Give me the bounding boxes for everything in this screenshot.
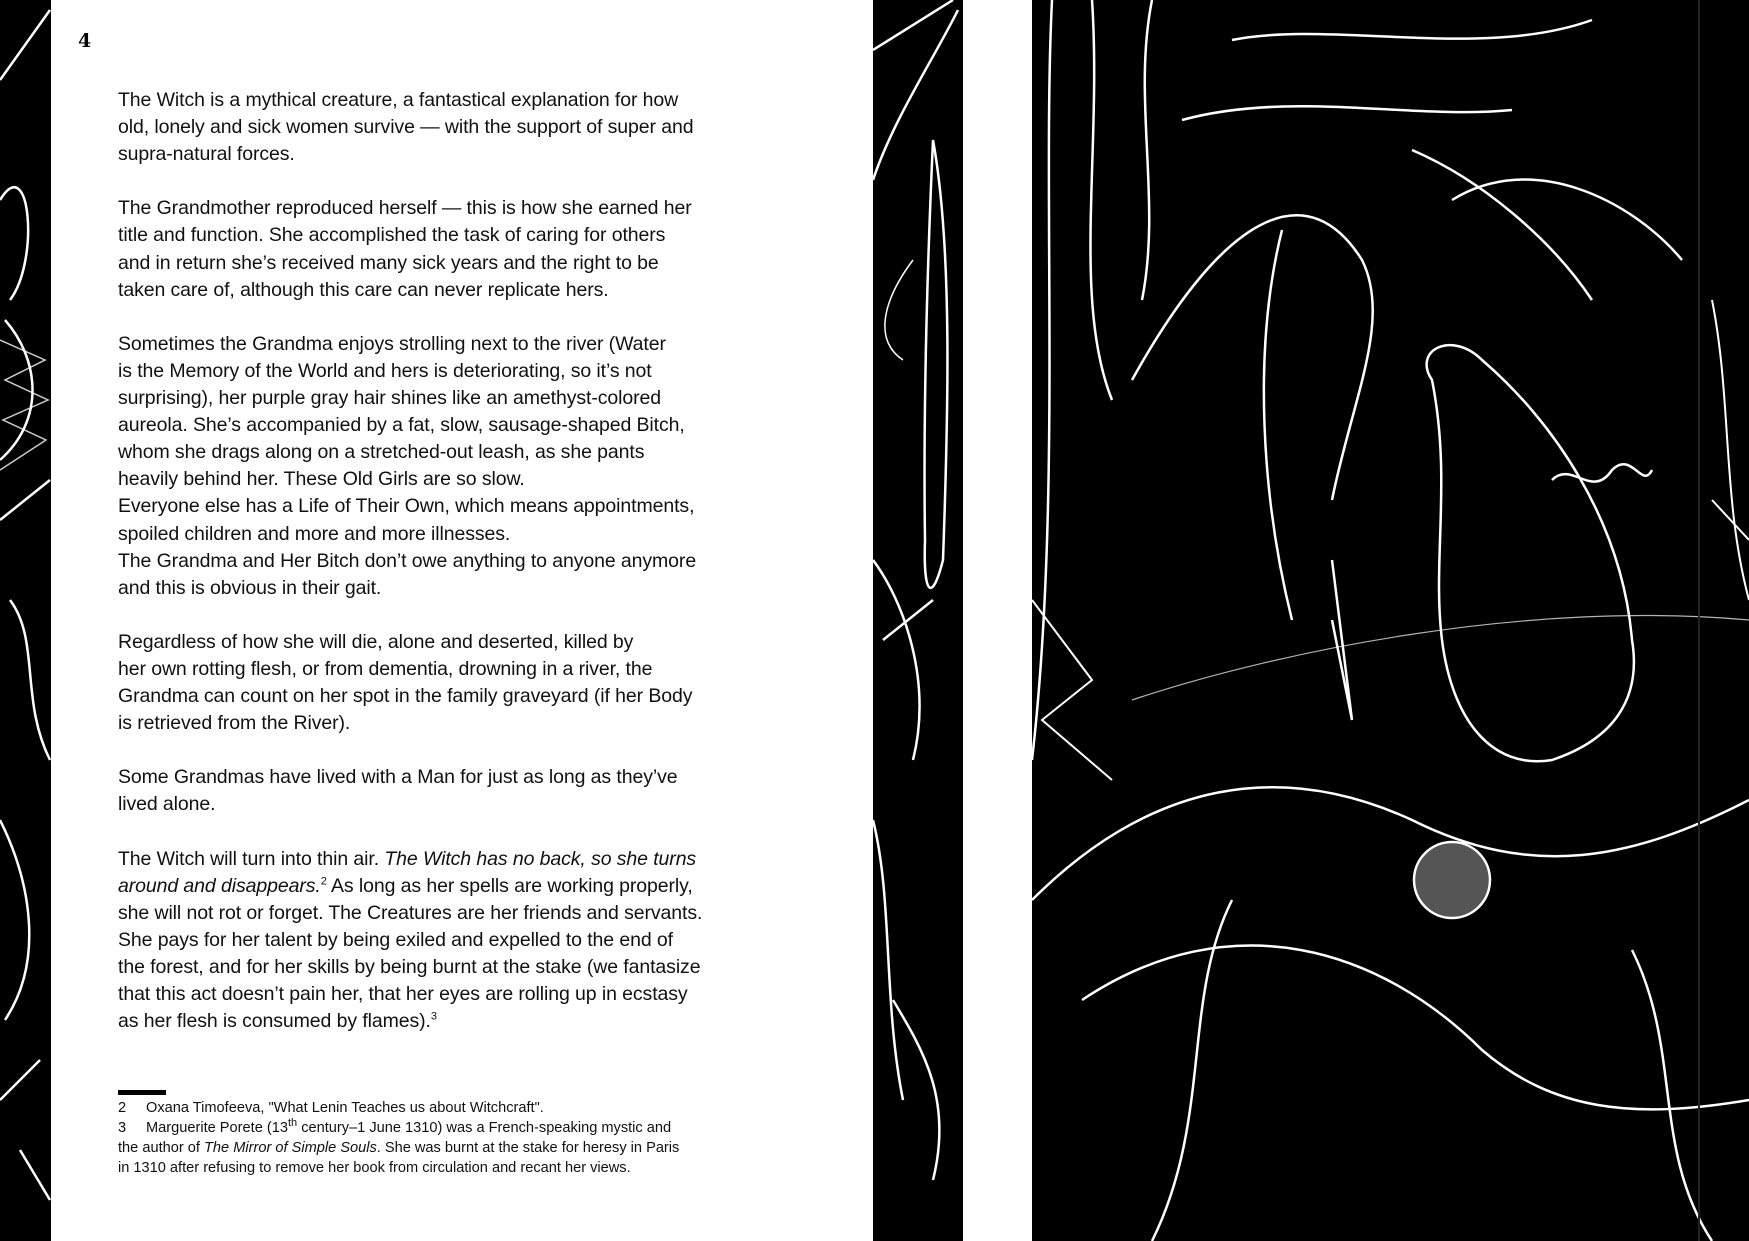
text-run: The Grandma and Her Bitch don’t owe anything to anyone anymore	[118, 549, 697, 572]
text-run: Sometimes the Grandma enjoys strolling next to the river (Water	[118, 332, 666, 355]
footnote-line	[118, 1158, 798, 1178]
text-run: As long as her spells are working properly,	[326, 874, 693, 897]
text-run: Grandma can count on her spot in the family graveyard (if her Body	[118, 685, 693, 708]
paragraph	[118, 331, 798, 602]
text-line	[118, 791, 798, 818]
text-run: heavily behind her. These Old Girls are so slow.	[118, 468, 525, 491]
left-illustration-strip	[0, 0, 51, 1241]
italic-text: The Witch has no back, so she turns	[384, 847, 697, 870]
text-line	[118, 141, 798, 168]
text-line	[118, 358, 798, 385]
text-run: aureola. She’s accompanied by a fat, slow, sausage-shaped Bitch,	[118, 414, 685, 437]
text-line	[118, 385, 798, 412]
text-line	[118, 981, 798, 1008]
footnote-line	[118, 1098, 798, 1118]
text-run: the forest, and for her skills by being burnt at the stake (we fantasize	[118, 956, 701, 978]
text-run: The Witch is a mythical creature, a fantastical explanation for how	[118, 89, 679, 111]
footnote	[118, 1118, 798, 1178]
text-run: century–1 June 1310) was a French-speaking mystic and	[297, 1120, 672, 1136]
paragraph	[118, 629, 798, 737]
text-run: that this act doesn’t pain her, that her eyes are rolling up in ecstasy	[118, 983, 688, 1006]
footnote-marker: 2	[320, 875, 327, 888]
text-run: as her flesh is consumed by flames).	[118, 1010, 431, 1033]
text-run: Some Grandmas have lived with a Man for just as long as they’ve	[118, 766, 678, 789]
text-run: Oxana Timofeeva, "What Lenin Teaches us about Witchcraft".	[146, 1100, 544, 1116]
text-line	[118, 710, 798, 737]
text-run: is the Memory of the World and hers is deteriorating, so it’s not	[118, 359, 652, 382]
body-text	[118, 87, 798, 1062]
text-line	[118, 195, 798, 222]
text-run: Marguerite Porete (13	[146, 1120, 288, 1136]
text-line	[118, 331, 798, 358]
text-run: lived alone.	[118, 793, 216, 816]
text-run: whom she drags along on a stretched-out leash, as she pants	[118, 441, 645, 464]
text-line	[118, 222, 798, 249]
text-line	[118, 114, 798, 141]
paragraph	[118, 195, 798, 303]
footnote-marker: 3	[430, 1010, 437, 1023]
text-run: title and function. She accomplished the task of caring for others	[118, 224, 666, 247]
footnote-number: 3	[118, 1120, 127, 1136]
text-line	[118, 87, 798, 114]
text-line	[118, 1008, 798, 1035]
text-line	[118, 548, 798, 575]
text-run: taken care of, although this care can never replicate hers.	[118, 278, 609, 301]
text-run: in 1310 after refusing to remove her book from circulation and recant her views.	[118, 1160, 631, 1176]
paragraph	[118, 87, 798, 168]
text-run: spoiled children and more and more illnesses.	[118, 522, 511, 545]
text-run: the author of	[118, 1140, 205, 1156]
text-line	[118, 683, 798, 710]
footnote	[118, 1098, 798, 1118]
text-run: Everyone else has a Life of Their Own, which means appointments,	[118, 495, 695, 518]
footnote-number: 2	[118, 1100, 127, 1116]
text-run: old, lonely and sick women survive — with the support of super and	[118, 116, 694, 139]
footnote-line	[118, 1118, 798, 1138]
text-run: The Grandmother reproduced herself — this is how she earned her	[118, 197, 692, 220]
italic-text: The Mirror of Simple Souls	[204, 1140, 377, 1156]
text-line	[118, 900, 798, 927]
footnote-rule	[118, 1090, 166, 1095]
text-line	[118, 277, 798, 304]
text-line	[118, 412, 798, 439]
text-run: her own rotting flesh, or from dementia, drowning in a river, the	[118, 657, 653, 680]
text-run: Regardless of how she will die, alone and deserted, killed by	[118, 630, 634, 653]
italic-text: around and disappears.	[118, 874, 321, 897]
text-run: she will not rot or forget. The Creatures are her friends and servants.	[118, 901, 703, 924]
text-line	[118, 250, 798, 277]
text-line	[118, 493, 798, 520]
footnotes	[118, 1098, 798, 1178]
text-run: supra-natural forces.	[118, 143, 295, 166]
chalk-drawing	[873, 0, 963, 1241]
page-number: 4	[78, 30, 92, 52]
text-run: is retrieved from the River).	[118, 712, 351, 735]
text-run: surprising), her purple gray hair shines like an amethyst-colored	[118, 387, 662, 410]
text-line	[118, 927, 798, 954]
text-run: The Witch will turn into thin air.	[118, 847, 385, 870]
chalk-drawing	[1032, 0, 1749, 1241]
text-run: and this is obvious in their gait.	[118, 576, 382, 599]
text-line	[118, 656, 798, 683]
text-line	[118, 873, 798, 900]
text-line	[118, 575, 798, 602]
text-line	[118, 439, 798, 466]
text-line	[118, 846, 798, 873]
middle-illustration-strip	[873, 0, 963, 1241]
text-run: and in return she’s received many sick years and the right to be	[118, 251, 659, 274]
text-line	[118, 521, 798, 548]
page-gutter	[963, 0, 1032, 1241]
footnote-line	[118, 1138, 798, 1158]
text-line	[118, 954, 798, 981]
right-illustration-page	[1032, 0, 1749, 1241]
chalk-drawing	[0, 0, 51, 1241]
text-line	[118, 764, 798, 791]
text-run: . She was burnt at the stake for heresy in Paris	[376, 1140, 680, 1156]
paragraph	[118, 764, 798, 818]
footnote-marker: th	[287, 1117, 298, 1130]
text-line	[118, 629, 798, 656]
text-line	[118, 466, 798, 493]
text-run: She pays for her talent by being exiled and expelled to the end of	[118, 928, 673, 951]
paragraph	[118, 846, 798, 1036]
